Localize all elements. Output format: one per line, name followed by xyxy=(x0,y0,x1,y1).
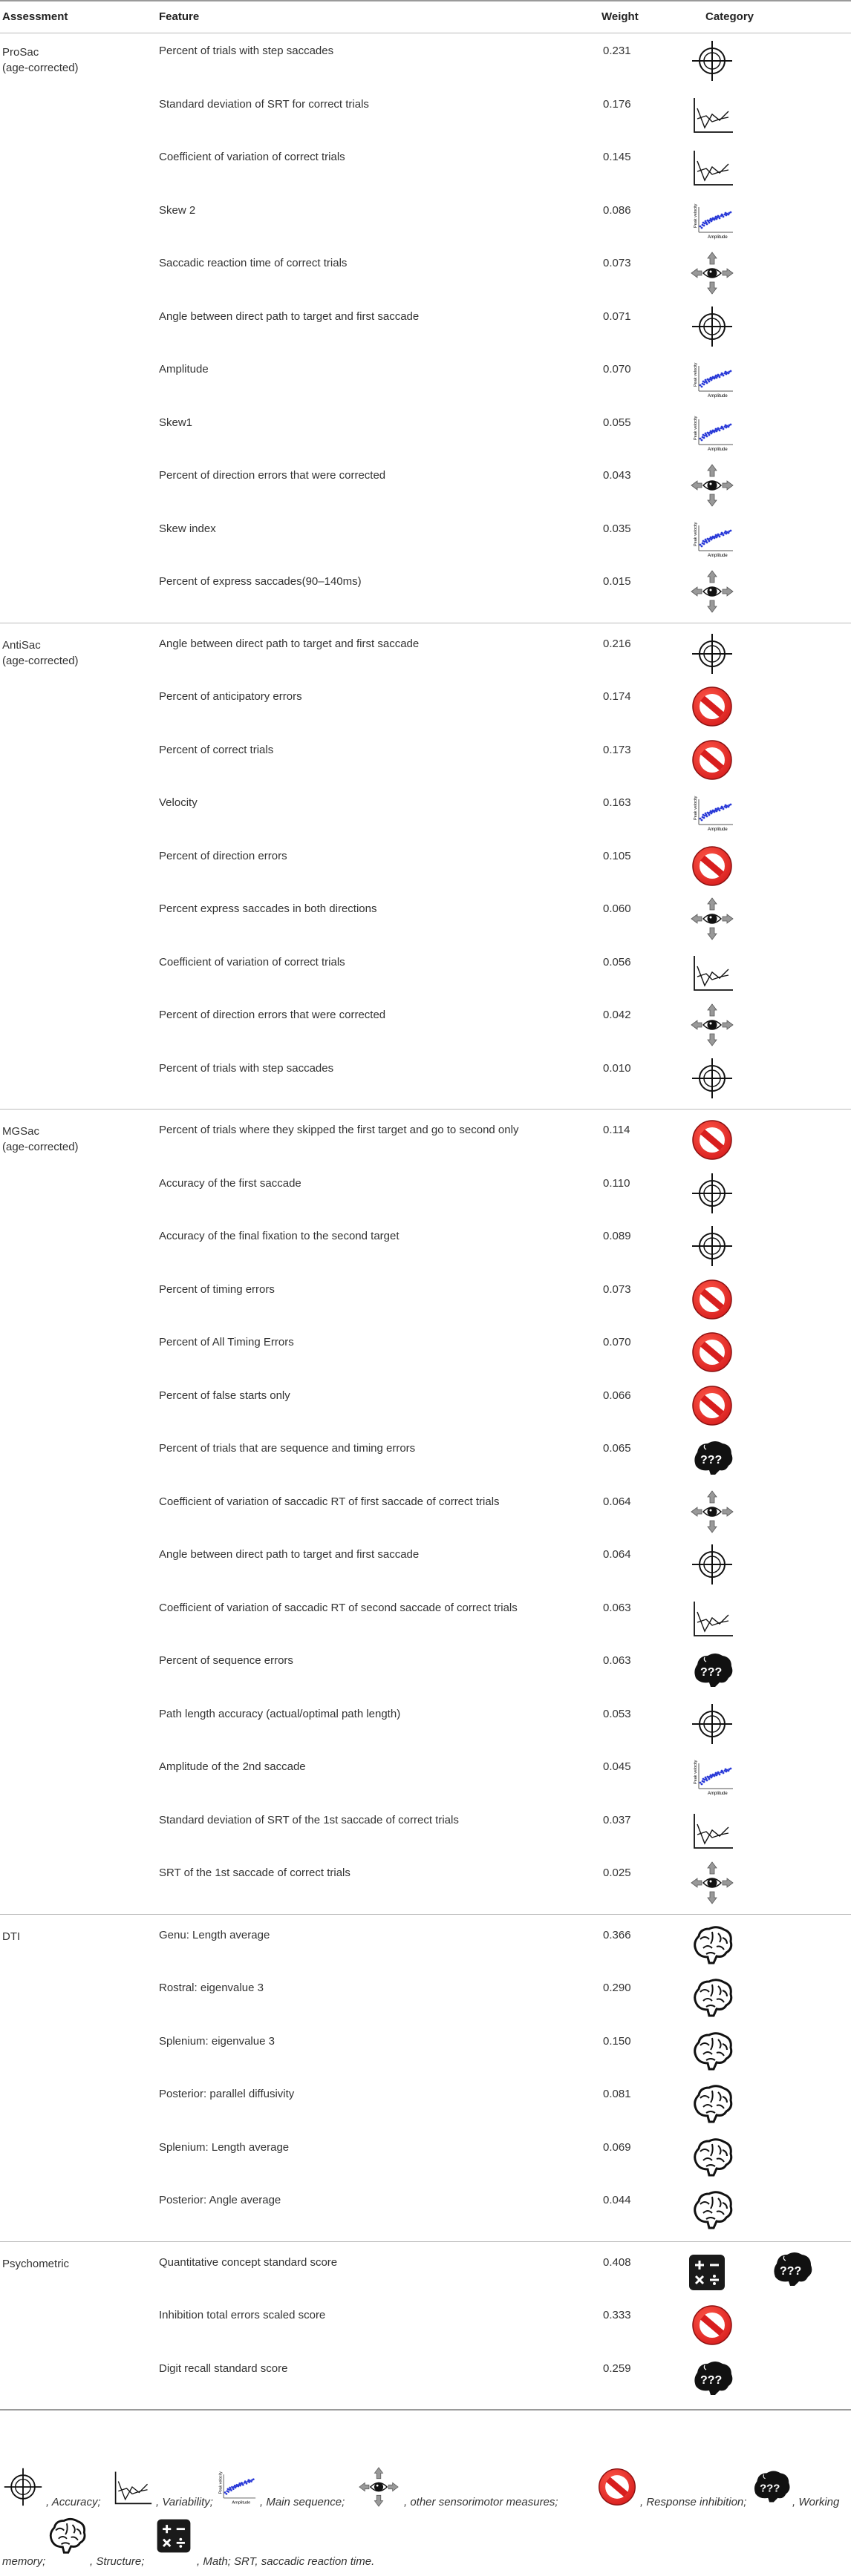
main-sequence-icon xyxy=(690,1754,734,1799)
feature-cell: Percent of direction errors xyxy=(159,849,287,862)
feature-cell: Skew index xyxy=(159,522,216,535)
table-row xyxy=(0,1487,851,1540)
feature-cell: Path length accuracy (actual/optimal path length) xyxy=(159,1707,401,1720)
accuracy-icon xyxy=(690,632,734,676)
sensorimotor-icon xyxy=(690,463,734,508)
weight-cell: 0.089 xyxy=(603,1230,631,1242)
table-row xyxy=(0,566,851,620)
weight-cell: 0.290 xyxy=(603,1982,631,1994)
svg-text:Peak velocity: Peak velocity xyxy=(694,416,698,440)
table-row xyxy=(0,1053,851,1107)
legend-working-memory-icon xyxy=(750,2466,792,2508)
legend-text: , Structure; xyxy=(90,2555,145,2568)
header-feature: Feature xyxy=(159,10,200,23)
feature-cell: Percent of direction errors that were corrected xyxy=(159,469,386,482)
legend-accuracy-icon xyxy=(2,2466,44,2508)
feature-cell: Coefficient of variation of correct trials xyxy=(159,955,345,969)
feature-cell: SRT of the 1st saccade of correct trials xyxy=(159,1867,350,1879)
inhibition-icon xyxy=(690,684,734,729)
feature-cell: Saccadic reaction time of correct trials xyxy=(159,257,348,269)
sensorimotor-icon xyxy=(690,1003,734,1047)
weight-cell: 0.042 xyxy=(603,1009,631,1021)
structure-icon xyxy=(690,2029,734,2074)
section-divider xyxy=(0,1914,851,1915)
feature-cell: Percent express saccades in both directions xyxy=(159,902,377,915)
table-row xyxy=(0,1973,851,2026)
header-assessment: Assessment xyxy=(2,10,68,23)
feature-cell: Quantitative concept standard score xyxy=(159,2255,338,2269)
structure-icon xyxy=(690,2135,734,2180)
weight-cell: 0.073 xyxy=(603,257,631,269)
legend-text: , other sensorimotor measures; xyxy=(404,2496,558,2508)
weight-cell: 0.070 xyxy=(603,363,631,376)
feature-cell: Amplitude of the 2nd saccade xyxy=(159,1760,306,1773)
feature-cell: Standard deviation of SRT for correct trials xyxy=(159,97,369,111)
weight-cell: 0.063 xyxy=(603,1601,631,1614)
accuracy-icon xyxy=(690,1171,734,1216)
table-row xyxy=(0,195,851,249)
weight-cell: 0.073 xyxy=(603,1282,631,1296)
feature-cell: Percent of sequence errors xyxy=(159,1654,293,1667)
assessment-label: DTI xyxy=(2,1930,21,1943)
table-row xyxy=(0,1645,851,1699)
table-row xyxy=(0,2247,851,2301)
weight-cell: 0.064 xyxy=(603,1495,631,1508)
weight-cell: 0.176 xyxy=(603,97,631,111)
inhibition-icon xyxy=(690,1330,734,1374)
table-row xyxy=(0,2132,851,2186)
weight-cell: 0.408 xyxy=(603,2255,631,2269)
table-row xyxy=(0,2353,851,2407)
sensorimotor-icon xyxy=(690,251,734,295)
table-row xyxy=(0,947,851,1000)
table-row xyxy=(0,354,851,407)
feature-cell: Angle between direct path to target and first saccade xyxy=(159,309,420,323)
variability-icon xyxy=(690,145,734,189)
svg-text:Peak velocity: Peak velocity xyxy=(694,203,698,228)
table-row xyxy=(0,894,851,947)
legend-sensorimotor-icon xyxy=(358,2466,400,2508)
weight-cell: 0.216 xyxy=(603,637,631,650)
main-sequence-icon xyxy=(690,198,734,243)
feature-cell: Coefficient of variation of correct trials xyxy=(159,151,345,163)
feature-cell: Posterior: Angle average xyxy=(159,2194,281,2206)
feature-cell: Rostral: eigenvalue 3 xyxy=(159,1982,264,1994)
legend-text: , Variability; xyxy=(156,2496,213,2508)
weight-cell: 0.071 xyxy=(603,309,631,323)
table-row xyxy=(0,787,851,841)
math-icon xyxy=(685,2250,729,2295)
weight-cell: 0.259 xyxy=(603,2362,631,2375)
legend-text: , Working xyxy=(792,2496,840,2508)
feature-cell: Skew1 xyxy=(159,416,193,429)
table-row xyxy=(0,1168,851,1222)
accuracy-icon xyxy=(690,1542,734,1587)
svg-text:???: ??? xyxy=(700,1454,723,1466)
main-sequence-icon xyxy=(690,410,734,455)
weight-cell: 0.025 xyxy=(603,1867,631,1879)
svg-text:Amplitude: Amplitude xyxy=(708,447,728,452)
feature-cell: Inhibition total errors scaled score xyxy=(159,2309,326,2321)
weight-cell: 0.035 xyxy=(603,522,631,535)
working-memory-icon xyxy=(690,2356,734,2401)
legend-text: , Main sequence; xyxy=(260,2496,345,2508)
feature-cell: Genu: Length average xyxy=(159,1928,270,1941)
svg-text:Amplitude: Amplitude xyxy=(708,553,728,558)
variability-icon xyxy=(690,92,734,137)
inhibition-icon xyxy=(690,1277,734,1322)
table-row xyxy=(0,2185,851,2238)
feature-cell: Percent of All Timing Errors xyxy=(159,1336,294,1348)
main-sequence-icon xyxy=(690,357,734,402)
table-row xyxy=(0,1221,851,1274)
weight-cell: 0.064 xyxy=(603,1548,631,1561)
table-row xyxy=(0,248,851,301)
table-row xyxy=(0,629,851,682)
table-row xyxy=(0,1433,851,1487)
svg-text:Peak velocity: Peak velocity xyxy=(694,362,698,387)
header-category: Category xyxy=(705,10,754,23)
weight-cell: 0.086 xyxy=(603,203,631,217)
feature-cell: Coefficient of variation of saccadic RT of first saccade of correct trials xyxy=(159,1495,500,1508)
weight-cell: 0.173 xyxy=(603,743,631,756)
weight-cell: 0.060 xyxy=(603,902,631,915)
svg-text:???: ??? xyxy=(760,2482,780,2495)
table-row xyxy=(0,1858,851,1911)
assessment-label: AntiSac (age-corrected) xyxy=(2,638,79,667)
table-row xyxy=(0,1751,851,1805)
weight-cell: 0.010 xyxy=(603,1061,631,1075)
legend-variability-icon xyxy=(111,2466,153,2508)
feature-cell: Posterior: parallel diffusivity xyxy=(159,2088,295,2100)
weight-cell: 0.043 xyxy=(603,469,631,482)
weight-cell: 0.045 xyxy=(603,1760,631,1773)
accuracy-icon xyxy=(690,1702,734,1746)
weight-cell: 0.114 xyxy=(603,1124,630,1136)
table-row xyxy=(0,142,851,195)
sensorimotor-icon xyxy=(690,1489,734,1534)
inhibition-icon xyxy=(690,844,734,888)
accuracy-icon xyxy=(690,304,734,349)
assessment-label: MGSac (age-corrected) xyxy=(2,1125,79,1153)
table-row xyxy=(0,1805,851,1858)
section-divider xyxy=(0,1109,851,1110)
section-divider xyxy=(0,2241,851,2242)
table-row xyxy=(0,1274,851,1328)
weight-cell: 0.231 xyxy=(603,45,631,57)
main-sequence-icon xyxy=(690,517,734,561)
feature-cell: Percent of trials that are sequence and timing errors xyxy=(159,1442,416,1455)
feature-cell: Splenium: eigenvalue 3 xyxy=(159,2034,275,2048)
working-memory-icon xyxy=(690,1436,734,1481)
weight-cell: 0.333 xyxy=(603,2309,631,2321)
weight-cell: 0.056 xyxy=(603,955,631,969)
inhibition-icon xyxy=(690,738,734,782)
inhibition-icon xyxy=(690,1383,734,1428)
structure-icon xyxy=(690,1976,734,2020)
weight-cell: 0.069 xyxy=(603,2140,631,2154)
feature-cell: Percent of direction errors that were corrected xyxy=(159,1009,386,1021)
table-row xyxy=(0,1539,851,1593)
feature-cell: Accuracy of the first saccade xyxy=(159,1176,301,1190)
structure-icon xyxy=(690,2188,734,2232)
legend-text: memory; xyxy=(2,2555,46,2568)
weight-cell: 0.065 xyxy=(603,1442,631,1455)
weight-cell: 0.081 xyxy=(603,2088,631,2100)
svg-text:Amplitude: Amplitude xyxy=(708,827,728,832)
feature-cell: Angle between direct path to target and first saccade xyxy=(159,637,420,650)
feature-cell: Amplitude xyxy=(159,363,209,376)
weight-cell: 0.055 xyxy=(603,416,631,429)
legend-text: , Math; SRT, saccadic reaction time. xyxy=(197,2555,375,2568)
sensorimotor-icon xyxy=(690,1861,734,1905)
svg-text:Amplitude: Amplitude xyxy=(232,2500,251,2505)
top-rule xyxy=(0,0,851,1)
feature-cell: Coefficient of variation of saccadic RT of second saccade of correct trials xyxy=(159,1601,518,1614)
legend-inhibition-icon xyxy=(596,2466,638,2508)
table-row xyxy=(0,1327,851,1380)
table-row xyxy=(0,1380,851,1434)
feature-cell: Percent of anticipatory errors xyxy=(159,690,302,703)
table-row xyxy=(0,514,851,567)
accuracy-icon xyxy=(690,39,734,83)
variability-icon xyxy=(690,1596,734,1640)
legend-structure-icon xyxy=(46,2515,88,2557)
inhibition-icon xyxy=(690,1118,734,1162)
feature-cell: Percent of trials with step saccades xyxy=(159,1061,334,1075)
weight-cell: 0.063 xyxy=(603,1654,631,1667)
header-weight: Weight xyxy=(601,10,639,23)
sensorimotor-icon xyxy=(690,897,734,941)
svg-text:???: ??? xyxy=(700,2373,723,2387)
feature-cell: Percent of trials with step saccades xyxy=(159,45,334,57)
weight-cell: 0.044 xyxy=(603,2194,631,2206)
assessment-label: Psychometric xyxy=(2,2257,70,2270)
svg-text:???: ??? xyxy=(700,1666,723,1679)
weight-cell: 0.015 xyxy=(603,575,631,588)
svg-text:Peak velocity: Peak velocity xyxy=(694,1760,698,1784)
table-row xyxy=(0,2026,851,2080)
legend-text: , Accuracy; xyxy=(46,2496,101,2508)
feature-cell: Percent of timing errors xyxy=(159,1282,275,1296)
feature-cell: Standard deviation of SRT of the 1st saccade of correct trials xyxy=(159,1813,459,1826)
feature-cell: Percent of trials where they skipped the first target and go to second only xyxy=(159,1124,519,1136)
legend-math-icon xyxy=(153,2515,195,2557)
weight-cell: 0.105 xyxy=(603,849,631,862)
main-sequence-icon xyxy=(690,790,734,835)
table-row xyxy=(0,1920,851,1973)
weight-cell: 0.070 xyxy=(603,1336,631,1348)
feature-cell: Accuracy of the final fixation to the second target xyxy=(159,1230,400,1242)
table-row xyxy=(0,2300,851,2353)
table-row xyxy=(0,1593,851,1646)
feature-cell: Velocity xyxy=(159,796,198,809)
legend-text: , Response inhibition; xyxy=(640,2496,747,2508)
structure-icon xyxy=(690,2082,734,2126)
weight-cell: 0.037 xyxy=(603,1813,631,1826)
table-row xyxy=(0,681,851,735)
table-row xyxy=(0,1115,851,1168)
table-bottom-rule xyxy=(0,2409,851,2411)
svg-text:Peak velocity: Peak velocity xyxy=(218,2471,224,2494)
svg-text:???: ??? xyxy=(780,2264,802,2278)
feature-cell: Digit recall standard score xyxy=(159,2362,288,2375)
table-row xyxy=(0,735,851,788)
feature-cell: Skew 2 xyxy=(159,203,196,217)
assessment-label: ProSac (age-corrected) xyxy=(2,46,79,74)
inhibition-icon xyxy=(690,2303,734,2347)
table-row xyxy=(0,1000,851,1053)
structure-icon xyxy=(690,1923,734,1967)
table-row xyxy=(0,301,851,355)
working-memory-icon xyxy=(690,1648,734,1693)
svg-text:Peak velocity: Peak velocity xyxy=(694,522,698,546)
feature-cell: Percent of correct trials xyxy=(159,743,274,756)
svg-text:Amplitude: Amplitude xyxy=(708,235,728,240)
feature-cell: Splenium: Length average xyxy=(159,2140,290,2154)
table-row xyxy=(0,460,851,514)
working-memory-icon xyxy=(769,2247,814,2292)
svg-text:Amplitude: Amplitude xyxy=(708,394,728,399)
sensorimotor-icon xyxy=(690,569,734,614)
svg-text:Peak velocity: Peak velocity xyxy=(694,796,698,820)
feature-cell: Percent of express saccades(90–140ms) xyxy=(159,575,362,588)
accuracy-icon xyxy=(690,1056,734,1101)
weight-cell: 0.150 xyxy=(603,2034,631,2048)
table-row xyxy=(0,2079,851,2132)
feature-cell: Angle between direct path to target and first saccade xyxy=(159,1548,420,1561)
weight-cell: 0.145 xyxy=(603,151,631,163)
feature-cell: Percent of false starts only xyxy=(159,1389,290,1402)
weight-cell: 0.110 xyxy=(603,1176,630,1190)
table-row xyxy=(0,407,851,461)
table-row xyxy=(0,841,851,894)
legend-main-sequence-icon xyxy=(215,2466,257,2508)
table-row xyxy=(0,36,851,89)
weight-cell: 0.053 xyxy=(603,1707,631,1720)
table-row xyxy=(0,1699,851,1752)
weight-cell: 0.366 xyxy=(603,1928,631,1941)
svg-text:Amplitude: Amplitude xyxy=(708,1792,728,1796)
weight-cell: 0.163 xyxy=(603,796,631,809)
accuracy-icon xyxy=(690,1224,734,1268)
table-row xyxy=(0,89,851,142)
weight-cell: 0.066 xyxy=(603,1389,631,1402)
weight-cell: 0.174 xyxy=(603,690,631,703)
variability-icon xyxy=(690,950,734,994)
variability-icon xyxy=(690,1808,734,1852)
